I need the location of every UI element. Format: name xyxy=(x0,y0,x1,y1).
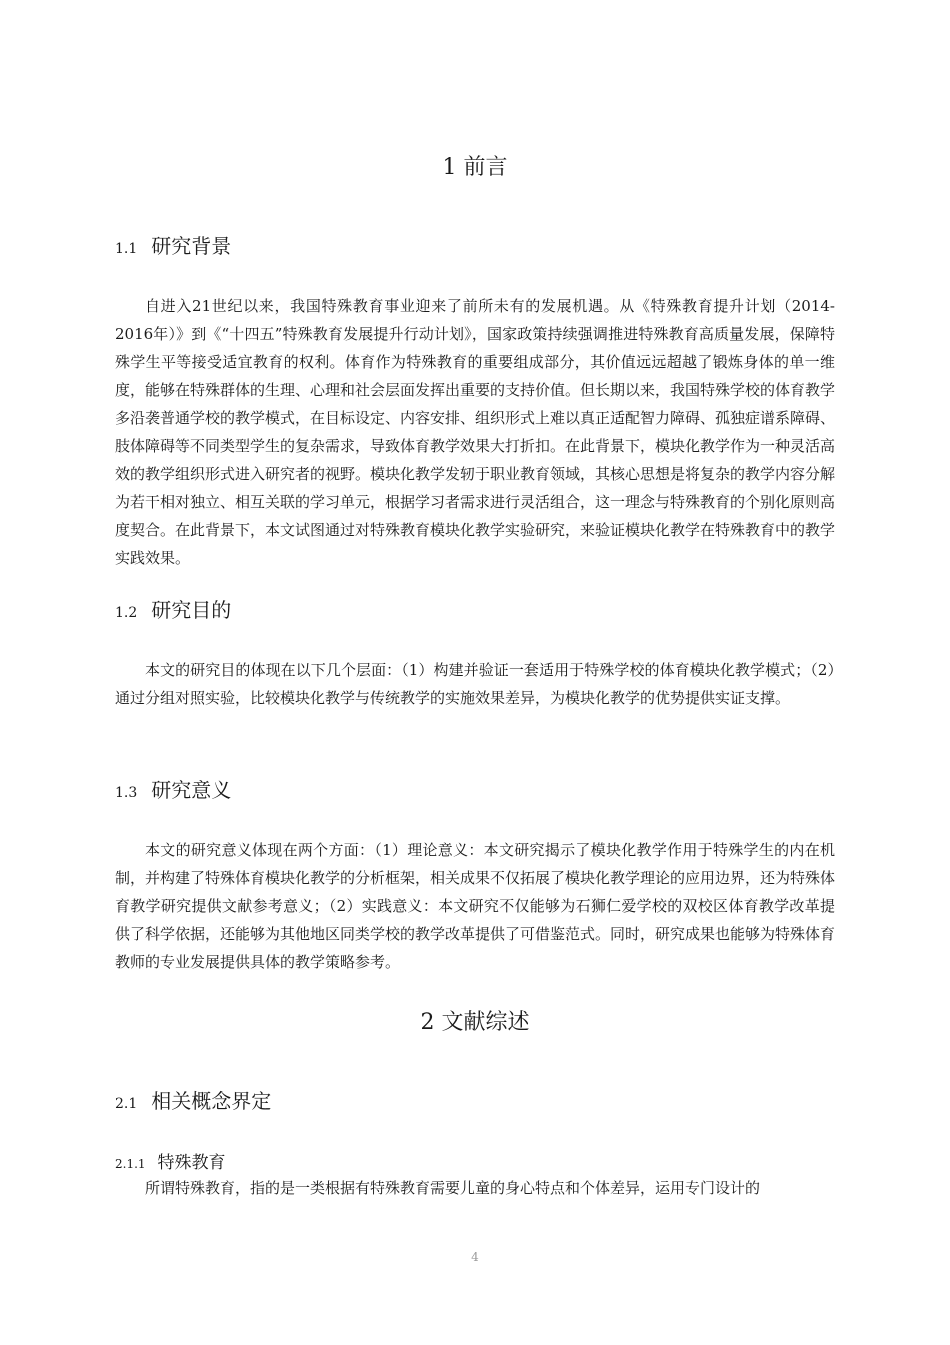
chapter-2-title: 2 文献综述 xyxy=(420,1010,530,1035)
section-1-1-heading xyxy=(115,230,231,259)
section-2-1-heading xyxy=(115,1085,271,1114)
paragraph-research-purpose: 本文的研究目的体现在以下几个层面：（1）构建并验证一套适用于特殊学校的体育模块化教学模式；（2）通过分组对照实验，比较模块化教学与传统教学的实施效果差异，为模块化教学的优势提供实证支撑。 xyxy=(115,661,835,707)
section-1-3-heading xyxy=(115,774,231,803)
section-number: 1.2 xyxy=(115,605,138,621)
paragraph-research-significance: 本文的研究意义体现在两个方面：（1）理论意义：本文研究揭示了模块化教学作用于特殊学生的内在机制，并构建了特殊体育模块化教学的分析框架，相关成果不仅拓展了模块化教学理论的应用边界，还为特殊体育教学研究提供文献参考意义；（2）实践意义：本文研究不仅能够为石狮仁爱学校的双校区体育教学改革提供了科学依据，还能够为其他地区同类学校的教学改革提供了可借鉴范式。同时，研究成果也能够为特殊体育教师的专业发展提供具体的教学策略参考。 xyxy=(115,841,836,971)
paragraph-research-background: 自进入21世纪以来，我国特殊教育事业迎来了前所未有的发展机遇。从《特殊教育提升计划（2014-2016年）》到《“十四五”特殊教育发展提升行动计划》，国家政策持续强调推进特殊教育高质量发展，保障特殊学生平等接受适宜教育的权利。体育作为特殊教育的重要组成部分，其价值远远超越了锻炼身体的单一维度，能够在特殊群体的生理、心理和社会层面发挥出重要的支持价值。但长期以来，我国特殊学校的体育教学多沿袭普通学校的教学模式，在目标设定、内容安排、组织形式上难以真正适配智力障碍、孤独症谱系障碍、肢体障碍等不同类型学生的复杂需求，导致体育教学效果大打折扣。在此背景下，模块化教学作为一种灵活高效的教学组织形式进入研究者的视野。模块化教学发轫于职业教育领域，其核心思想是将复杂的教学内容分解为若干相对独立、相互关联的学习单元，根据学习者需求进行灵活组合，这一理念与特殊教育的个别化原则高度契合。在此背景下，本文试图通过对特殊教育模块化教学实验研究，来验证模块化教学在特殊教育中的教学实践效果。 xyxy=(115,297,836,567)
subsection-2-1-1-heading xyxy=(115,1148,226,1173)
section-title: 研究意义 xyxy=(151,778,232,802)
section-title: 相关概念界定 xyxy=(151,1089,272,1113)
paragraph-special-education-definition: 所谓特殊教育，指的是一类根据有特殊教育需要儿童的身心特点和个体差异，运用专门设计的 xyxy=(145,1179,761,1197)
section-title: 研究背景 xyxy=(151,234,232,258)
section-number: 2.1 xyxy=(115,1096,138,1112)
section-1-2-heading xyxy=(115,594,231,623)
chapter-1-title: 1 前言 xyxy=(442,155,508,180)
section-number: 1.1 xyxy=(115,241,138,257)
section-title: 研究目的 xyxy=(151,598,232,622)
section-number: 1.3 xyxy=(115,785,138,801)
subsection-title: 特殊教育 xyxy=(157,1153,226,1173)
subsection-number: 2.1.1 xyxy=(115,1157,146,1171)
page-number: 4 xyxy=(471,1250,479,1264)
